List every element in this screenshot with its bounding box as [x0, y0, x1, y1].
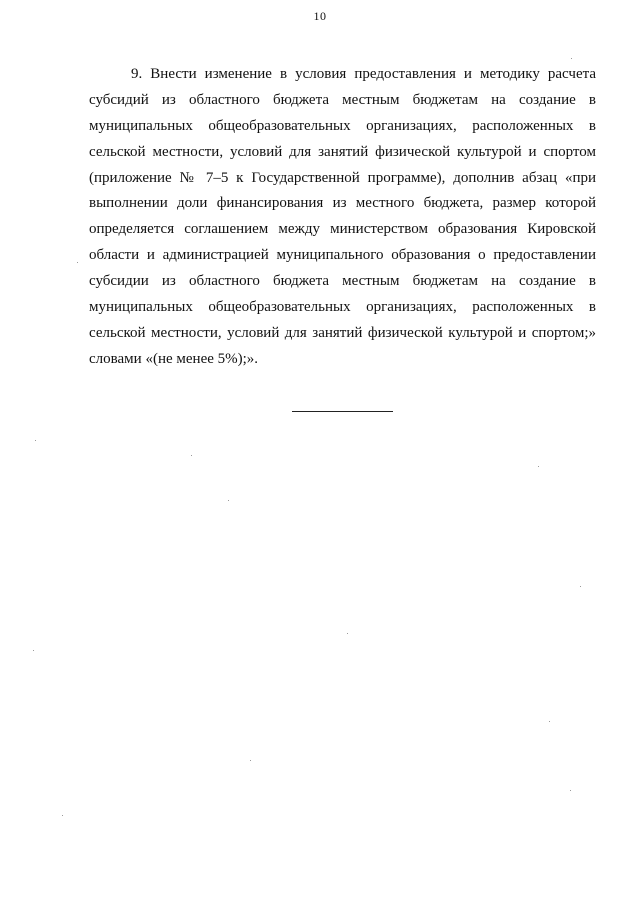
- scan-speck: [33, 650, 34, 651]
- paragraph-line: муниципальных общеобразовательных организациях, расположенных в: [89, 299, 596, 316]
- scan-speck: [580, 586, 581, 587]
- scan-speck: [228, 500, 229, 501]
- paragraph-line: области и администрацией муниципального образования о предоставлении: [89, 247, 596, 264]
- paragraph-line: выполнении доли финансирования из местного бюджета, размер которой: [89, 195, 596, 212]
- paragraph-line: (приложение № 7–5 к Государственной программе), дополнив абзац «при: [89, 169, 596, 186]
- scan-speck: [191, 455, 192, 456]
- paragraph-item-9: [89, 62, 596, 373]
- paragraph-line: субсидии из областного бюджета местным бюджетам на создание в: [89, 273, 596, 290]
- end-separator-line: [292, 411, 393, 412]
- paragraph-line: 9. Внести изменение в условия предоставления и методику расчета: [131, 66, 596, 82]
- paragraph-line: субсидий из областного бюджета местным бюджетам на создание в: [89, 91, 596, 108]
- scan-speck: [62, 815, 63, 816]
- paragraph-line: сельской местности, условий для занятий физической культурой и спортом: [89, 143, 596, 160]
- paragraph-line: определяется соглашением между министерством образования Кировской: [89, 221, 596, 238]
- scan-speck: [35, 440, 36, 441]
- paragraph-line: муниципальных общеобразовательных организациях, расположенных в: [89, 117, 596, 134]
- scan-speck: [250, 760, 251, 761]
- scan-speck: [538, 466, 539, 467]
- paragraph-line: сельской местности, условий для занятий физической культурой и спортом;»: [89, 324, 596, 341]
- paragraph-line: словами «(не менее 5%);».: [89, 350, 259, 367]
- scan-speck: [77, 262, 78, 263]
- page-number: 10: [313, 9, 327, 23]
- scan-speck: [571, 58, 572, 59]
- scan-speck: [347, 633, 348, 634]
- scan-speck: [549, 721, 550, 722]
- scan-speck: [570, 790, 571, 791]
